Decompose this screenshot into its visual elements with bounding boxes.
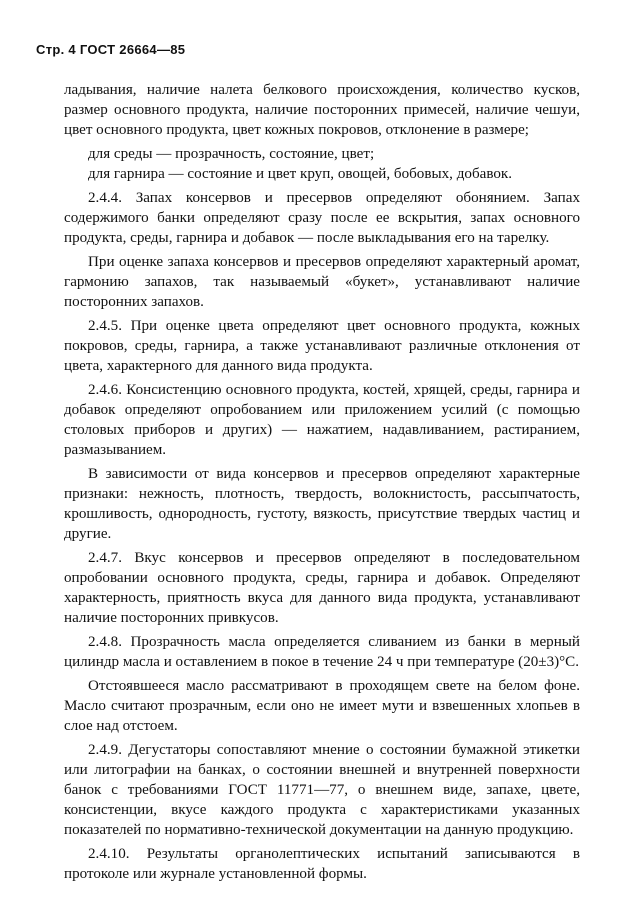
paragraph-2-4-8: 2.4.8. Прозрачность масла определяется сливанием из банки в мерный цилиндр масла и оставлением в покое в течение 24 ч при температуре (20±3)°С. xyxy=(64,634,580,670)
paragraph-settled-oil: Отстоявшееся масло рассматривают в проходящем свете на белом фоне. Масло считают прозрачным, если оно не имеет мути и взвешенных хлопьев в слое над отстоем. xyxy=(64,678,580,734)
standard-code: ГОСТ 26664—85 xyxy=(79,42,186,57)
paragraph-medium: для среды — прозрачность, состояние, цвет; xyxy=(88,146,375,162)
paragraph-continuation: ладывания, наличие налета белкового происхождения, количество кусков, размер основного продукта, наличие посторонних примесей, наличие чешуи, цвет основного продукта, цвет кожных покровов, отклонение в размере; xyxy=(64,82,580,138)
paragraph-2-4-4: 2.4.4. Запах консервов и пресервов определяют обонянием. Запах содержимого банки определяют сразу после ее вскрытия, запах основного продукта, среды, гарнира и добавок — после выкладывания его на тарелку. xyxy=(64,190,580,246)
paragraph-2-4-9: 2.4.9. Дегустаторы сопоставляют мнение о состоянии бумажной этикетки или литографии на банках, о состоянии внешней и внутренней поверхности банок с требованиями ГОСТ 11771—77, о внешнем виде, запахе, цвете, консистенции, вкусе каждого продукта с характеристиками указанных показателей по нормативно-технической документации на данную продукцию. xyxy=(64,742,580,838)
paragraph-2-4-6: 2.4.6. Консистенцию основного продукта, костей, хрящей, среды, гарнира и добавок определяют опробованием или приложением усилий (с помощью столовых приборов и других) — нажатием, надавливанием, растиранием, размазыванием. xyxy=(64,382,580,458)
paragraph-smell-assessment: При оценке запаха консервов и пресервов определяют характерный аромат, гармонию запахов, так называемый «букет», устанавливают наличие посторонних запахов. xyxy=(64,254,580,310)
page-header xyxy=(36,42,185,57)
body-text xyxy=(64,80,580,888)
paragraph-2-4-7: 2.4.7. Вкус консервов и пресервов определяют в последовательном опробовании основного продукта, среды, гарнира и добавок. Определяют характерность, приятность вкуса для данного вида продукта, устанавливают наличие посторонних привкусов. xyxy=(64,550,580,626)
paragraph-garnish: для гарнира — состояние и цвет круп, овощей, бобовых, добавок. xyxy=(88,166,513,182)
page-number: Стр. 4 xyxy=(36,42,76,57)
paragraph-2-4-5: 2.4.5. При оценке цвета определяют цвет основного продукта, кожных покровов, среды, гарнира, а также устанавливают различные отклонения от цвета, характерного для данного вида продукта. xyxy=(64,318,580,374)
paragraph-texture-features: В зависимости от вида консервов и пресервов определяют характерные признаки: нежность, плотность, твердость, волокнистость, рассыпчатость, крошливость, однородность, густоту, вязкость, присутствие твердых частиц и другие. xyxy=(64,466,580,542)
paragraph-2-4-10: 2.4.10. Результаты органолептических испытаний записываются в протоколе или журнале установленной формы. xyxy=(64,846,580,882)
